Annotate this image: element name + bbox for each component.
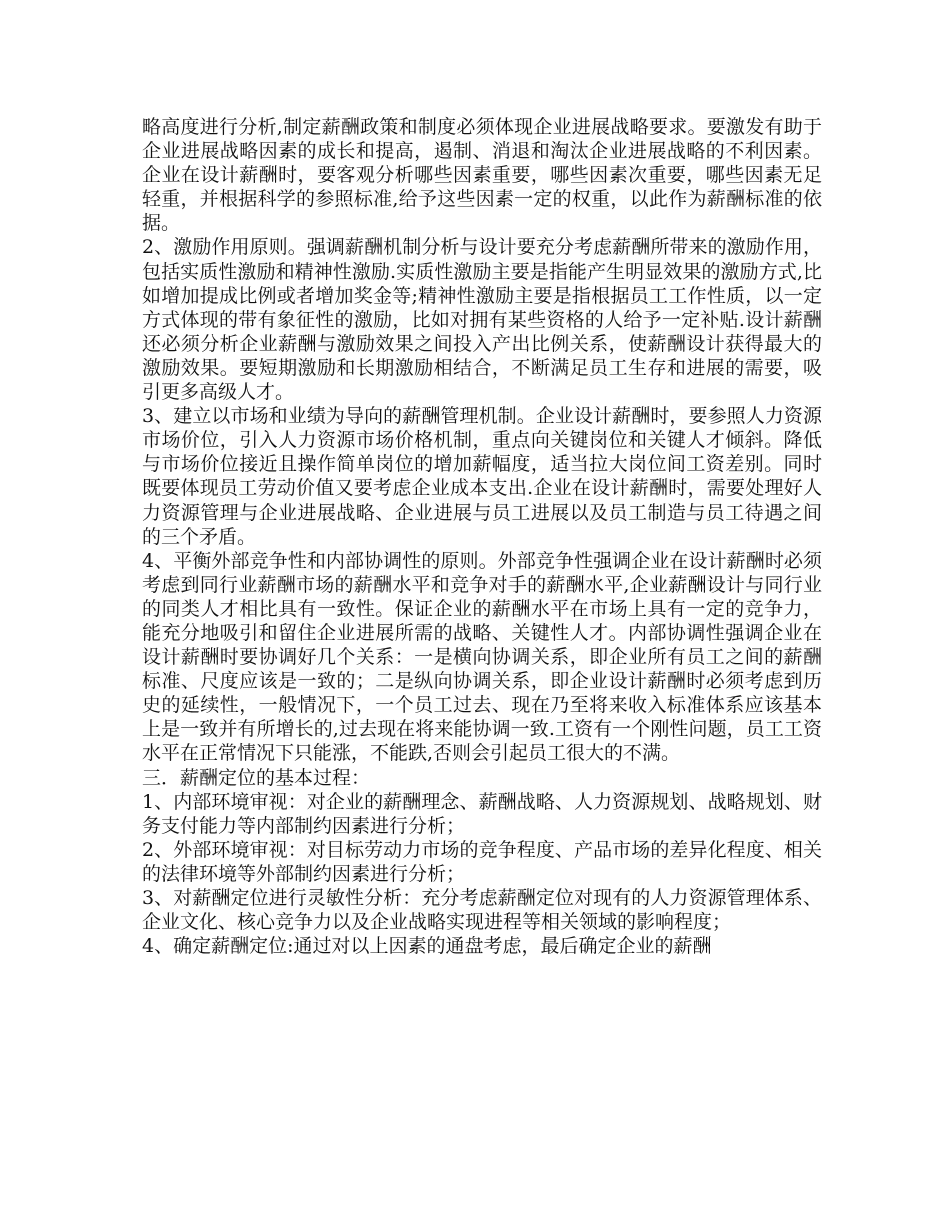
paragraph-strategy-continuation: 略高度进行分析,制定薪酬政策和制度必须体现企业进展战略要求。要激发有助于企业进展战略因素的成长和提高，遏制、消退和淘汰企业进展战略的不利因素。企业在设计薪酬时，要客观分析哪些因素重要，哪些因素次重要，哪些因素无足轻重，并根据科学的参照标准,给予这些因素一定的权重，以此作为薪酬标准的依据。 (142, 116, 822, 235)
section-heading-salary-positioning: 三．薪酬定位的基本过程： (142, 766, 371, 789)
paragraph-determine-positioning: 4、确定薪酬定位:通过对以上因素的通盘考虑，最后确定企业的薪酬 (142, 935, 712, 958)
paragraph-market-performance-principle: 3、建立以市场和业绩为导向的薪酬管理机制。企业设计薪酬时，要参照人力资源市场价位，引入人力资源市场价格机制，重点向关键岗位和关键人才倾斜。降低与市场价位接近且操作简单岗位的增加薪幅度，适当拉大岗位间工资差别。同时既要体现员工劳动价值又要考虑企业成本支出.企业在设计薪酬时，需要处理好人力资源管理与企业进展战略、企业进展与员工进展以及员工制造与员工待遇之间的三个矛盾。 (142, 405, 822, 548)
paragraph-sensitivity-analysis: 3、对薪酬定位进行灵敏性分析：充分考虑薪酬定位对现有的人力资源管理体系、企业文化、核心竞争力以及企业战略实现进程等相关领域的影响程度； (142, 887, 822, 934)
paragraph-incentive-principle: 2、激励作用原则。强调薪酬机制分析与设计要充分考虑薪酬所带来的激励作用，包括实质性激励和精神性激励.实质性激励主要是指能产生明显效果的激励方式,比如增加提成比例或者增加奖金等;精神性激励主要是指根据员工工作性质，以一定方式体现的带有象征性的激励，比如对拥有某些资格的人给予一定补贴.设计薪酬还必须分析企业薪酬与激励效果之间投入产出比例关系，使薪酬设计获得最大的激励效果。要短期激励和长期激励相结合，不断满足员工生存和进展的需要，吸引更多高级人才。 (142, 236, 822, 404)
paragraph-external-review: 2、外部环境审视：对目标劳动力市场的竞争程度、产品市场的差异化程度、相关的法律环境等外部制约因素进行分析； (142, 838, 822, 885)
paragraph-internal-review: 1、内部环境审视：对企业的薪酬理念、薪酬战略、人力资源规划、战略规划、财务支付能力等内部制约因素进行分析； (142, 790, 822, 837)
document-page (142, 115, 822, 958)
paragraph-balance-principle: 4、平衡外部竞争性和内部协调性的原则。外部竞争性强调企业在设计薪酬时必须考虑到同行业薪酬市场的薪酬水平和竞争对手的薪酬水平,企业薪酬设计与同行业的同类人才相比具有一致性。保证企业的薪酬水平在市场上具有一定的竞争力，能充分地吸引和留住企业进展所需的战略、关键性人才。内部协调性强调企业在设计薪酬时要协调好几个关系：一是横向协调关系，即企业所有员工之间的薪酬标准、尺度应该是一致的；二是纵向协调关系，即企业设计薪酬时必须考虑到历史的延续性，一般情况下，一个员工过去、现在乃至将来收入标准体系应该基本上是一致并有所增长的,过去现在将来能协调一致.工资有一个刚性问题，员工工资水平在正常情况下只能涨，不能跌,否则会引起员工很大的不满。 (142, 549, 822, 765)
